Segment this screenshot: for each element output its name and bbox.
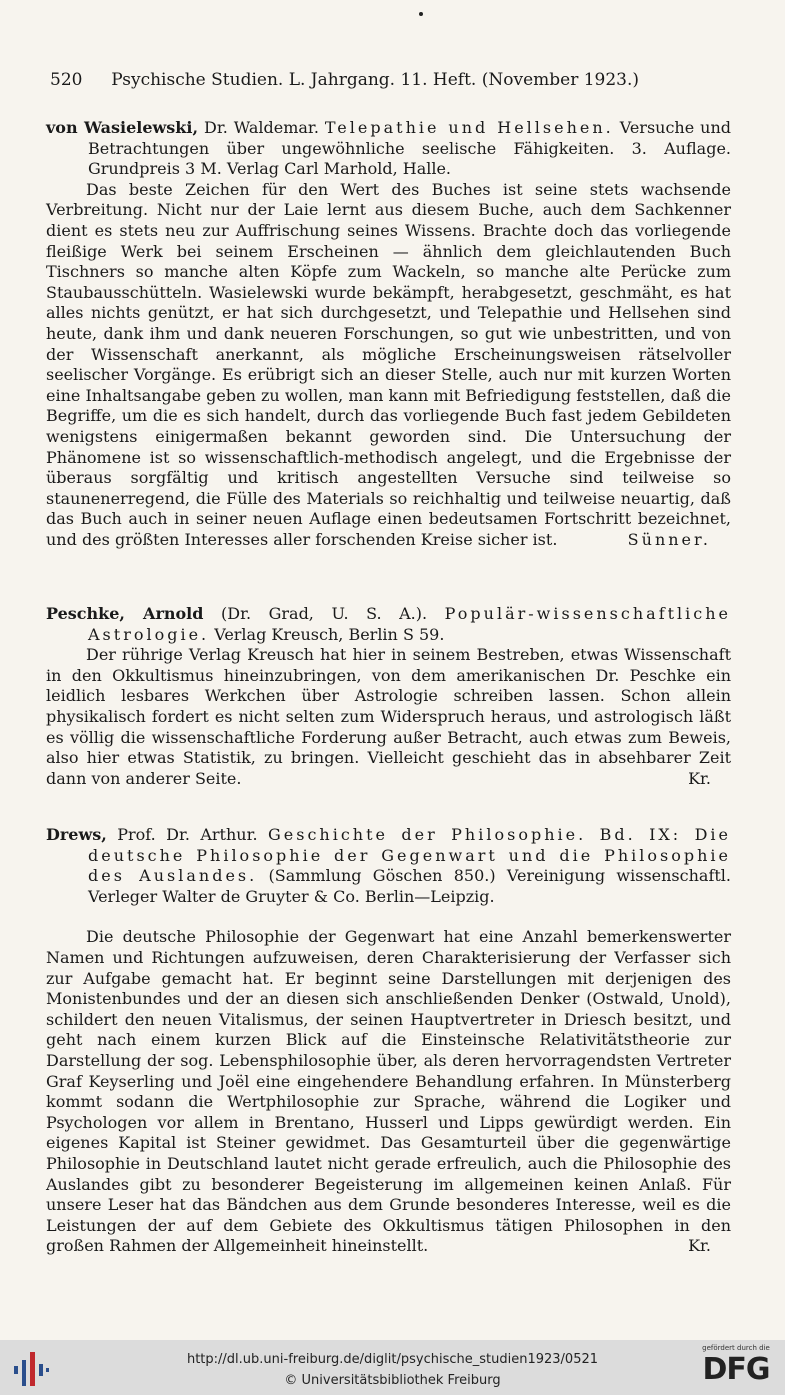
review-book-title: Telepathie und Hellsehen. bbox=[324, 118, 614, 137]
source-url-link[interactable]: http://dl.ub.uni-freiburg.de/diglit/psychische_studien1923/0521 bbox=[186, 1352, 599, 1367]
review-text: Der rührige Verlag Kreusch hat hier in seinem Bestreben, etwas Wissenschaft in den Okkultismus hineinzubringen, von dem amerikanischen Dr. Peschke ein leidlich lesbares Werkchen über Astrologie schreiben lassen. Schon allein physikalisch fordert es nicht selten zum Widerspruch heraus, und astrologisch läßt es völlig die wissenschaftliche Forderung außer Betracht, auch etwas zum Beweis, also hier etwas Statistik, zu bringen. Vielleicht geschieht das in absehbarer Zeit dann von anderer Seite. bbox=[46, 645, 731, 788]
review-heading bbox=[46, 118, 731, 180]
dfg-tagline: gefördert durch die bbox=[702, 1344, 770, 1352]
review-author: Drews, bbox=[46, 825, 107, 844]
review-heading bbox=[46, 825, 731, 907]
review-heading bbox=[46, 604, 731, 645]
running-title: Psychische Studien. L. Jahrgang. 11. Heft. (November 1923.) bbox=[111, 70, 640, 90]
dfg-logo[interactable] bbox=[692, 1344, 780, 1392]
review-author: von Wasielewski, bbox=[46, 118, 199, 137]
library-footer bbox=[0, 1340, 785, 1395]
review-details: Versuche und Betrachtungen über ungewöhnliche seelische Fähigkeiten. 3. Auflage. Grundpreis 3 M. Verlag Carl Marhold, Halle. bbox=[88, 118, 732, 179]
review-text: Das beste Zeichen für den Wert des Buches ist seine stets wachsende Verbreitung. Nicht nur der Laie lernt aus diesem Buche, auch dem Sachkenner dient es stets neu zur Auffrischung seines Wissens. Brachte doch das vorliegende fleißige Werk bei seinem Erscheinen — ähnlich dem gleichlautenden Buch Tischners so manche alten Köpfe zum Wackeln, so manche alte Perücke zum Staubausschütteln. Wasielewski wurde bekämpft, herabgesetzt, geschmäht, es hat alles nichts genützt, er hat sich durchgesetzt, und Telepathie und Hellsehen sind heute, dank ihm und dank neueren Forschungen, so gut wie unbestritten, und von der Wissenschaft anerkannt, als mögliche Erscheinungsweisen rätselvoller seelischer Vorgänge. Es erübrigt sich an dieser Stelle, auch nur mit kurzen Worten eine Inhaltsangabe geben zu wollen, man kann mit Befriedigung feststellen, daß die Begriffe, um die es sich handelt, durch das vorliegende Buch fast jedem Gebildeten wenigstens einigermaßen bekannt geworden sind. Die Untersuchung der Phänomene ist so wissenschaftlich-methodisch angelegt, und die Ergebnisse der überaus sorgfältig und kritisch angestellten Versuche sind teilweise so staunenerregend, die Fülle des Materials so reichhaltig und teilweise neuartig, daß das Buch auch in seiner neuen Auflage einen bedeutsamen Fortschritt bezeichnet, und des größten Interesses aller forschenden Kreise sicher ist. bbox=[46, 179, 731, 549]
review-author-rest: Prof. Dr. Arthur. bbox=[106, 825, 268, 844]
review-book-title: Populär-wissenschaftliche Astrologie. bbox=[88, 604, 732, 644]
review-details: (Sammlung Göschen 850.) Vereinigung wissenschaftl. Verleger Walter de Gruyter & Co. Berlin—Leipzig. bbox=[88, 866, 732, 906]
review-text: Die deutsche Philosophie der Gegenwart hat eine Anzahl bemerkenswerter Namen und Richtungen aufzuweisen, deren Charakterisierung der Verfasser sich zur Aufgabe gemacht hat. Er beginnt seine Darstellungen mit derjenigen des Monistenbundes und der an diesen sich anschließenden Denker (Ostwald, Unold), schildert den neuen Vitalismus, der seinen Hauptvertreter in Driesch besitzt, und geht nach einem kurzen Blick auf die Einsteinsche Relativitätstheorie zur Darstellung der sog. Lebensphilosophie über, als deren hervorragendsten Vertreter Graf Keyserling und Joël eine eingehendere Behandlung erfahren. In Münsterberg kommt sodann die Wertphilosophie zur Sprache, während die Logiker und Psychologen vor allem in Brentano, Husserl und Lipps gewürdigt werden. Ein eigenes Kapital ist Steiner gewidmet. Das Gesamturteil über die gegenwärtige Philosophie in Deutschland lautet nicht gerade erfreulich, auch die Philosophie des Auslandes gibt zu besonderer Begeisterung im allgemeinen keinen Anlaß. Für unsere Leser hat das Bändchen aus dem Grunde besonderes Interesse, weil es die Leistungen der auf dem Gebiete des Okkultismus tätigen Philosophen in den großen Rahmen der Allgemeinheit hineinstellt. bbox=[46, 927, 731, 1256]
review-author: Peschke, Arnold bbox=[46, 604, 204, 623]
page-number: 520 bbox=[50, 70, 83, 90]
review-wasielewski bbox=[46, 118, 731, 550]
review-drews bbox=[46, 825, 731, 1257]
review-book-title: Geschichte der Philosophie. Bd. IX: Die deutsche Philosophie der Gegenwart und die Philosophie des Auslandes. bbox=[88, 825, 731, 886]
copyright-notice: © Universitätsbibliothek Freiburg bbox=[284, 1373, 501, 1388]
review-signature: Kr. bbox=[688, 1236, 711, 1256]
review-author-rest: (Dr. Grad, U. S. A.). bbox=[203, 604, 445, 623]
review-signature: Kr. bbox=[688, 768, 711, 788]
review-author-rest: Dr. Waldemar. bbox=[198, 118, 325, 137]
dfg-logo-icon: DFG bbox=[702, 1352, 770, 1387]
review-body bbox=[46, 645, 731, 789]
review-body bbox=[46, 927, 731, 1257]
running-header bbox=[50, 70, 710, 90]
review-body bbox=[46, 180, 731, 551]
print-speck bbox=[419, 12, 423, 16]
review-details: Verlag Kreusch, Berlin S 59. bbox=[209, 624, 445, 644]
review-signature: Sünner. bbox=[627, 529, 711, 549]
review-peschke bbox=[46, 604, 731, 789]
